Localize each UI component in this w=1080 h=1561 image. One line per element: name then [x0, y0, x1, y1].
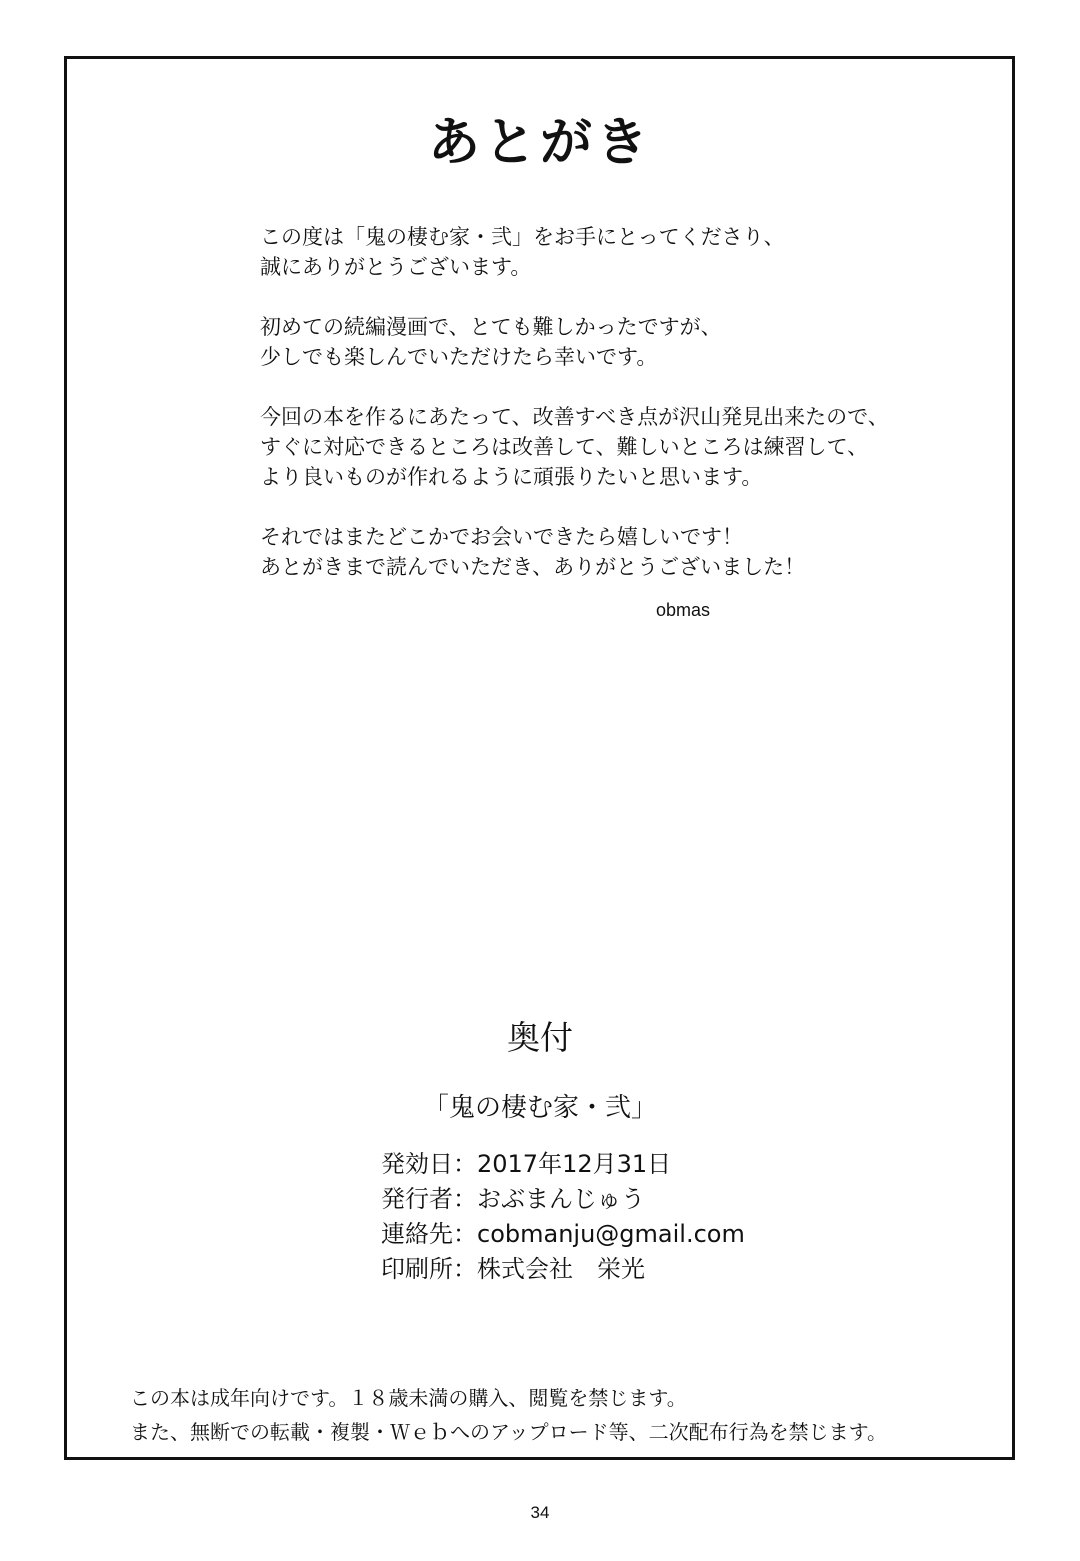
- afterword-paragraph: [260, 522, 960, 582]
- contact-email: 連絡先：cobmanju@gmail.com: [381, 1220, 745, 1248]
- legal-notice: [130, 1381, 887, 1449]
- publish-date: 発効日：2017年12月31日: [381, 1150, 672, 1178]
- afterword-line: 今回の本を作るにあたって、改善すべき点が沢山発見出来たので、: [260, 405, 889, 429]
- afterword-line: 初めての続編漫画で、とても難しかったですが、: [260, 315, 722, 339]
- afterword-line: 少しでも楽しんでいただけたら幸いです。: [260, 345, 658, 369]
- afterword-line: この度は「鬼の棲む家・弐」をお手にとってくださり、: [260, 225, 785, 249]
- afterword-paragraph: [260, 312, 960, 372]
- afterword-line: あとがきまで読んでいただき、ありがとうございました！: [260, 555, 806, 579]
- afterword-line: 誠にありがとうございます。: [260, 255, 532, 279]
- afterword-paragraph: [260, 222, 960, 282]
- publisher: 発行者：おぶまんじゅう: [381, 1185, 645, 1213]
- author-signature: obmas: [656, 600, 711, 620]
- afterword-title: あとがき: [427, 113, 652, 173]
- afterword-paragraph: [260, 402, 960, 492]
- colophon-book-title: 「鬼の棲む家・弐」: [422, 1093, 657, 1123]
- afterword-body: [260, 222, 960, 612]
- page-number: 34: [530, 1503, 550, 1522]
- printer: 印刷所：株式会社 栄光: [381, 1255, 645, 1283]
- age-restriction-notice: この本は成年向けです。１８歳未満の購入、閲覧を禁じます。: [130, 1386, 687, 1410]
- colophon-details: [381, 1147, 745, 1287]
- redistribution-notice: また、無断での転載・複製・Ｗｅｂへのアップロード等、二次配布行為を禁じます。: [130, 1420, 887, 1444]
- afterword-line: それではまたどこかでお会いできたら嬉しいです！: [260, 525, 743, 549]
- afterword-line: より良いものが作れるように頑張りたいと思います。: [260, 465, 763, 489]
- afterword-line: すぐに対応できるところは改善して、難しいところは練習して、: [260, 435, 869, 459]
- colophon-heading: 奥付: [507, 1018, 573, 1057]
